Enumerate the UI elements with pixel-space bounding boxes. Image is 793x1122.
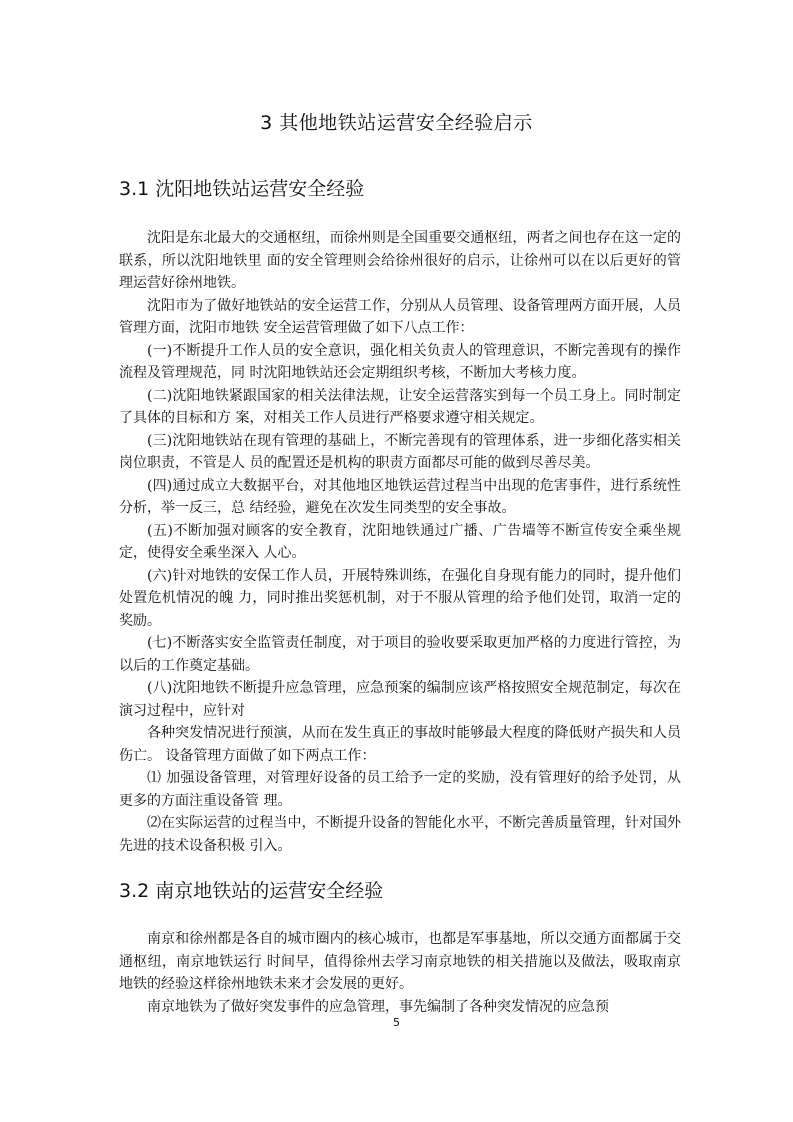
paragraph: 各种突发情况进行预演，从而在发生真正的事故时能够最大程度的降低财产损失和人员伤亡。 设备管理方面做了如下两点工作： xyxy=(119,725,681,764)
paragraph: (六)针对地铁的安保工作人员，开展特殊训练，在强化自身现有能力的同时，提升他们处置危机情况的魄 力，同时推出奖惩机制，对于不服从管理的给予他们处罚，取消一定的奖励。 xyxy=(119,567,681,629)
paragraph: 南京地铁为了做好突发事件的应急管理，事先编制了各种突发情况的应急预 xyxy=(147,998,609,1015)
section-3-1-body xyxy=(119,227,681,857)
section-title-3-2: 3.2 南京地铁站的运营安全经验 xyxy=(119,880,384,902)
paragraph: (二)沈阳地铁紧跟国家的相关法律法规，让安全运营落实到每一个员工身上。同时制定了具体的目标和方 案，对相关工作人员进行严格要求遵守相关规定。 xyxy=(119,387,681,426)
paragraph: (一)不断提升工作人员的安全意识，强化相关负责人的管理意识，不断完善现有的操作流程及管理规范，同 时沈阳地铁站还会定期组织考核，不断加大考核力度。 xyxy=(119,342,681,381)
paragraph: (四)通过成立大数据平台，对其他地区地铁运营过程当中出现的危害事件，进行系统性分析，举一反三，总 结经验，避免在次发生同类型的安全事故。 xyxy=(119,477,681,516)
paragraph: ⑵在实际运营的过程当中，不断提升设备的智能化水平，不断完善质量管理，针对国外先进的技术设备积极 引入。 xyxy=(119,815,681,854)
section-3-2-body xyxy=(119,928,681,1018)
paragraph: (七)不断落实安全监管责任制度，对于项目的验收要采取更加严格的力度进行管控，为以后的工作奠定基础。 xyxy=(119,635,681,674)
paragraph: (五)不断加强对顾客的安全教育，沈阳地铁通过广播、广告墙等不断宣传安全乘坐规定，使得安全乘坐深入 人心。 xyxy=(119,522,681,561)
paragraph: (三)沈阳地铁站在现有管理的基础上，不断完善现有的管理体系，进一步细化落实相关岗位职责，不管是人 员的配置还是机构的职责方面都尽可能的做到尽善尽美。 xyxy=(119,432,681,471)
page-number: 5 xyxy=(393,1016,400,1029)
paragraph: 沈阳市为了做好地铁站的安全运营工作，分别从人员管理、设备管理两方面开展，人员管理方面，沈阳市地铁 安全运营管理做了如下八点工作： xyxy=(119,297,681,336)
paragraph: (八)沈阳地铁不断提升应急管理，应急预案的编制应该严格按照安全规范制定，每次在演习过程中，应针对 xyxy=(119,680,681,719)
chapter-title: 3 其他地铁站运营安全经验启示 xyxy=(260,112,533,134)
paragraph: 南京和徐州都是各自的城市圈内的核心城市，也都是军事基地，所以交通方面都属于交通枢纽，南京地铁运行 时间早，值得徐州去学习南京地铁的相关措施以及做法，吸取南京地铁的经验这样徐州地铁未来才会发展的更好。 xyxy=(119,931,681,992)
section-title-3-1: 3.1 沈阳地铁站运营安全经验 xyxy=(119,178,365,200)
paragraph: 沈阳是东北最大的交通枢纽，而徐州则是全国重要交通枢纽，两者之间也存在这一定的联系，所以沈阳地铁里 面的安全管理则会给徐州很好的启示，让徐州可以在以后更好的管理运营好徐州地铁。 xyxy=(119,230,681,291)
paragraph: ⑴ 加强设备管理，对管理好设备的员工给予一定的奖励，没有管理好的给予处罚，从更多的方面注重设备管 理。 xyxy=(119,770,681,809)
